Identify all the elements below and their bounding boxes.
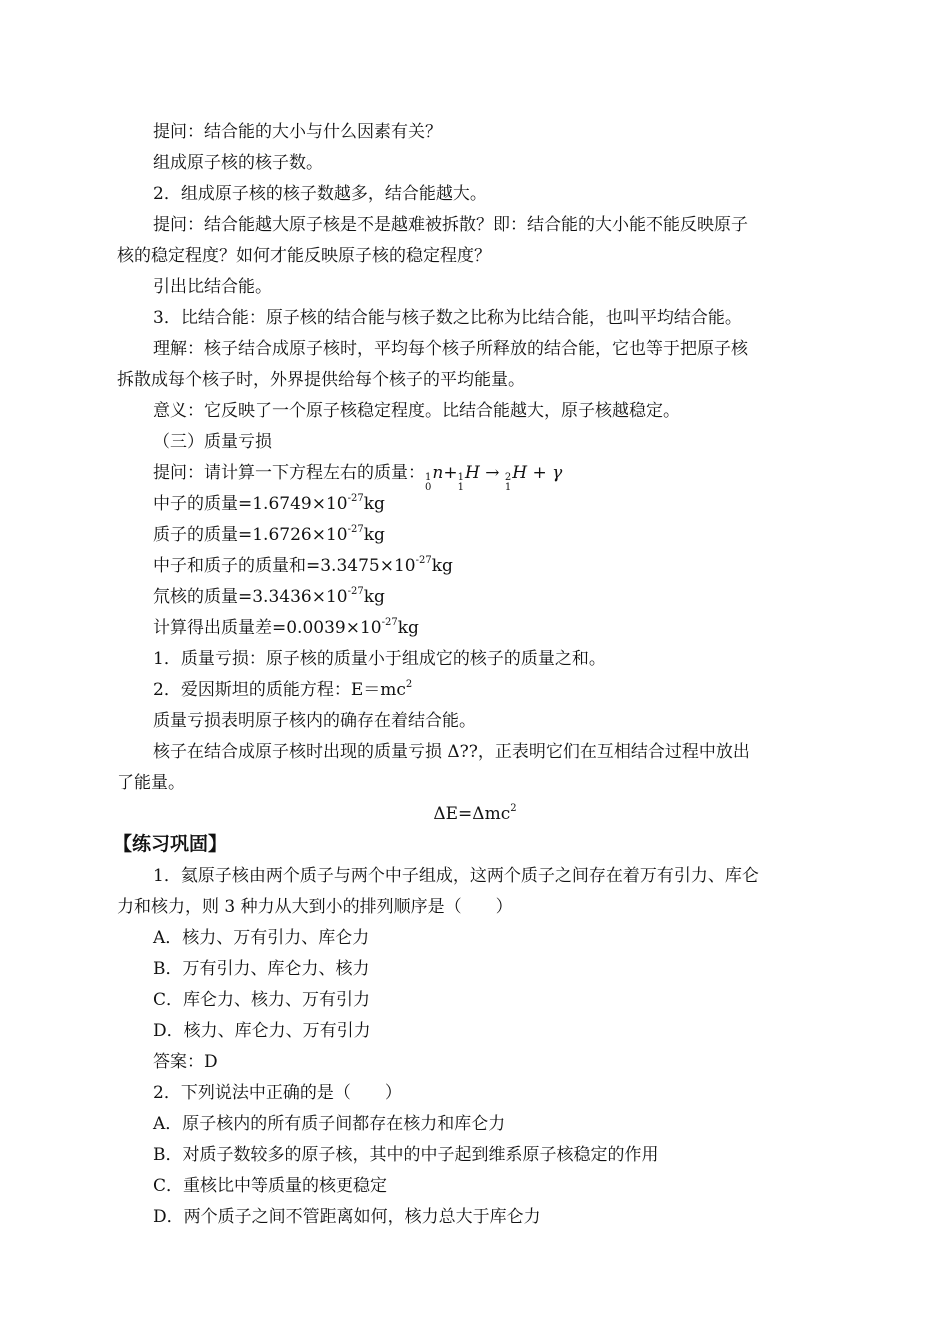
meaning-text: 意义：它反映了一个原子核稳定程度。比结合能越大，原子核越稳定。: [153, 401, 680, 421]
option-c: C．库仑力、核力、万有引力: [153, 990, 371, 1010]
paragraph-text: 核子在结合成原子核时出现的质量亏损 Δ??，正表明它们在互相结合过程中放出: [153, 742, 750, 762]
option-a: A．原子核内的所有质子间都存在核力和库仑力: [153, 1114, 506, 1134]
explanation-text: 理解：核子结合成原子核时，平均每个核子所释放的结合能，它也等于把原子核: [153, 339, 748, 359]
point-text: 2．组成原子核的核子数越多，结合能越大。: [153, 184, 487, 204]
answer-line: 答案：D: [153, 1052, 218, 1072]
equation-prompt: 提问：请计算一下方程左右的质量：: [153, 463, 425, 483]
option-c: C．重核比中等质量的核更稳定: [153, 1176, 388, 1196]
question-text: 提问：结合能越大原子核是不是越难被拆散？即：结合能的大小能不能反映原子: [153, 215, 748, 235]
explanation-text-cont: 拆散成每个核子时，外界提供给每个核子的平均能量。: [117, 370, 525, 390]
option-d: D．两个质子之间不管距离如何，核力总大于库仑力: [153, 1207, 541, 1227]
energy-formula: ΔE=Δmc$^2$: [433, 803, 517, 824]
question-text-cont: 核的稳定程度？如何才能反映原子核的稳定程度？: [117, 246, 491, 266]
option-b: B．万有引力、库仑力、核力: [153, 959, 370, 979]
practice-heading: 【练习巩固】: [113, 833, 228, 855]
question-text: 提问：结合能的大小与什么因素有关？: [153, 122, 442, 142]
neutron-mass: 中子的质量$=1.6749\times 10^{-27}kg$: [153, 493, 385, 514]
paragraph-text: 质量亏损表明原子核内的确存在着结合能。: [153, 711, 476, 731]
question-1-cont: 力和核力，则 3 种力从大到小的排列顺序是（ ）: [117, 897, 513, 917]
definition-text: 3．比结合能：原子核的结合能与核子数之比称为比结合能，也叫平均结合能。: [153, 308, 742, 328]
paragraph-text: 引出比结合能。: [153, 277, 272, 297]
answer-text: 组成原子核的核子数。: [153, 153, 323, 173]
deuteron-mass: 氘核的质量$=3.3436\times 10^{-27}kg$: [153, 586, 385, 607]
option-a: A．核力、万有引力、库仑力: [153, 928, 370, 948]
paragraph-text-cont: 了能量。: [117, 773, 185, 793]
equation-question: [0, 461, 950, 493]
section-subtitle: （三）质量亏损: [153, 432, 272, 452]
question-1: 1．氦原子核由两个质子与两个中子组成，这两个质子之间存在着万有引力、库仑: [153, 866, 759, 886]
question-2: 2．下列说法中正确的是（ ）: [153, 1083, 402, 1103]
nuclear-equation: 1 0 n+ 1 1 H → 2 1 H + γ: [425, 463, 563, 493]
proton-mass: 质子的质量$=1.6726\times 10^{-27}kg$: [153, 524, 385, 545]
option-b: B．对质子数较多的原子核，其中的中子起到维系原子核稳定的作用: [153, 1145, 659, 1165]
mass-sum: 中子和质子的质量和$=3.3475\times 10^{-27}kg$: [153, 555, 453, 576]
option-d: D．核力、库仑力、万有引力: [153, 1021, 371, 1041]
mass-defect-definition: 1．质量亏损：原子核的质量小于组成它的核子的质量之和。: [153, 649, 606, 669]
einstein-equation: 2．爱因斯坦的质能方程：$E=mc^2$: [153, 679, 413, 700]
mass-difference: 计算得出质量差$=0.0039\times 10^{-27}kg$: [153, 617, 419, 638]
